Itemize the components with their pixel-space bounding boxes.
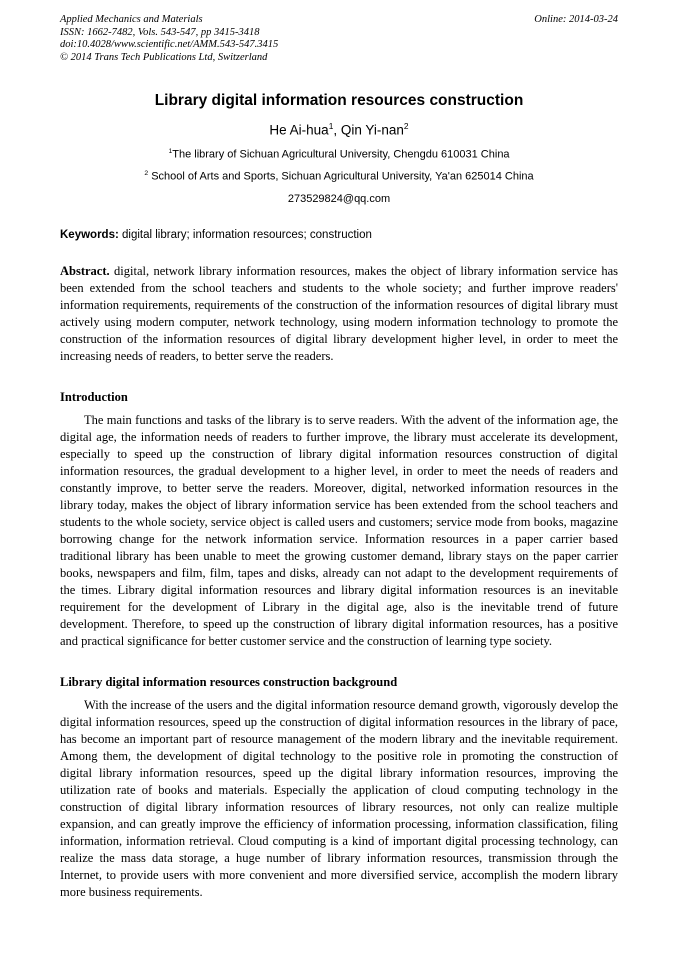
keywords-line <box>60 229 618 241</box>
issn-line: ISSN: 1662-7482, Vols. 543-547, pp 3415-3418 <box>60 26 260 38</box>
contact-email: 273529824@qq.com <box>287 192 391 205</box>
publication-info <box>60 14 278 64</box>
authors-line <box>60 121 618 138</box>
abstract-label: Abstract. <box>60 263 110 278</box>
journal-name: Applied Mechanics and Materials <box>60 14 203 25</box>
keywords-label: Keywords: <box>60 228 119 241</box>
author-2-name: Qin Yi-nan <box>340 122 404 138</box>
author-2-superscript: 2 <box>403 121 409 131</box>
section-heading-introduction: Introduction <box>60 389 128 404</box>
section-heading-background: Library digital information resources construction background <box>60 674 398 689</box>
online-date: Online: 2014-03-24 <box>534 14 618 25</box>
affiliation-2-superscript: 2 <box>144 170 149 178</box>
affiliation-1 <box>60 148 618 161</box>
section-introduction-paragraph: The main functions and tasks of the library is to serve readers. With the advent of the information age, the digital age, the information needs of readers to further improve, the library must accelerate its development, especially to speed up the construction of library digital information resources construction of digital information resources, the gradual development to a higher level, in order to meet the needs of readers and constantly improve, to better serve the readers. Moreover, digital, networked information resources in the library today, makes the object of library information service has been extended from the school teachers and students to the whole society, service object is called users and customers; service mode from books, magazine borrowing change for the network information service. Information resources in a paper carrier based traditional library has been unable to meet the growing customer demand, library stays on the paper carrier books, newspapers and film, film, tapes and disks, already can not adapt to the development requirements of the times. Library digital information resources and library digital information resources is an inevitable requirement for the development of Library in the digital age, also is the inevitable trend of future development. Therefore, to speed up the construction of library digital information resources, has a positive and practical significance for better customer service and the construction of learning type society. <box>60 412 618 648</box>
keywords-text: digital library; information resources; construction <box>118 228 372 241</box>
section-background-paragraph: With the increase of the users and the digital information resource demand growth, vigorously develop the digital information resources, speed up the construction of digital information resources in the library of pace, has become an important part of resource management of the modern library and the inevitable requirement. Among them, the development of digital technology to the positive role in promoting the construction of digital library information resources, speed up the digital library information resources, improving the utilization rate of books and materials. Especially the application of cloud computing technology in the construction of digital library information resources of library resources, not only can realize multiple expansion, and can greatly improve the efficiency of information processing, information classification, filing information, information retrieval. Cloud computing is a kind of important digital processing technology, can realize the mass data storage, a huge number of library information resources, transmission through the Internet, to provide users with more convenient and more diversified service, accomplish the modern library more business requirements. <box>60 697 618 899</box>
abstract-text: digital, network library information resources, makes the object of library information service has been extended from the school teachers and students to the whole society; and further improve readers' information requirements, requirements of the construction of the information resources of digital library must actively using modern computer, network technology, using modern information technology to promote the construction of the information resources of digital library development higher level, in order to meet the increasing needs of readers, to better serve the readers. <box>60 263 618 363</box>
abstract-paragraph <box>60 263 618 365</box>
affiliation-1-text: The library of Sichuan Agricultural University, Chengdu 610031 China <box>172 148 510 161</box>
paper-header <box>60 14 618 64</box>
affiliation-2 <box>60 170 618 183</box>
affiliation-2-text: School of Arts and Sports, Sichuan Agricultural University, Ya'an 625014 China <box>148 170 534 183</box>
author-separator: , <box>333 122 341 138</box>
affiliation-1-superscript: 1 <box>168 147 173 155</box>
author-1-superscript: 1 <box>328 121 334 131</box>
doi-line: doi:10.4028/www.scientific.net/AMM.543-547.3415 <box>60 39 279 50</box>
author-1-name: He Ai-hua <box>269 122 329 138</box>
copyright-line: © 2014 Trans Tech Publications Ltd, Switzerland <box>60 51 268 63</box>
paper-title: Library digital information resources construction <box>154 92 524 109</box>
